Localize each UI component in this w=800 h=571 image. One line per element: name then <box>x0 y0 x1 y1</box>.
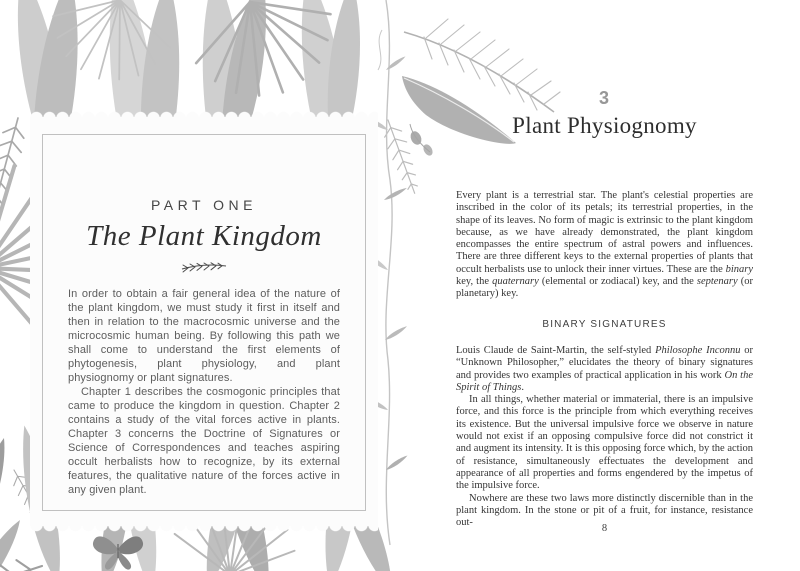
part-kicker: PART ONE <box>150 197 258 213</box>
part-title: The Plant Kingdom <box>86 220 322 252</box>
philosophe-inconnu-term: Philosophe Inconnu <box>655 344 741 356</box>
right-page <box>400 0 800 571</box>
chapter-number: 3 <box>598 88 610 108</box>
text-run: or “Unknown Philosopher,” elucidates the theory of binary signatures and provides two examples of practical application in his work <box>456 344 754 381</box>
laurel-sprig-divider-icon <box>180 260 228 274</box>
text-run: . <box>521 381 524 393</box>
part-paragraph-2: Chapter 1 describes the cosmogonic principles that came to produce the kingdom in question. Chapter 2 contains a study of the vital forces active in plants. Chapter 3 concerns the Doctrine of Signatures or Science of Correspondences and teaches aspiring occult herbalists how to recognize, by its external features, the qualitative nature of the forces active in any given plant. <box>68 386 340 496</box>
chapter-title: Plant Physiognomy <box>512 113 697 138</box>
panel-inner-border <box>42 134 366 511</box>
two-laws-paragraph: Nowhere are these two laws more distinctly discernible than in the plant kingdom. In the stone or pit of a fruit, for instance, resistance out- <box>456 492 753 529</box>
text-run: Every plant is a terrestrial star. The plant's celestial properties are inscribed in the color of its petals; its terrestrial properties, in the shape of its leaves. No form of magic is extrinsic to the plant kingdom because, as we have already demonstrated, the plant kingdom encompasses the entire spectrum of astral powers and influences. There are three different keys to the external properties of plants that occult herbalists use to unlock their inner virtues. These are the <box>456 190 753 275</box>
binary-key-term: binary <box>725 263 753 275</box>
chapter-header <box>456 88 753 139</box>
saint-martin-paragraph <box>456 345 753 394</box>
part-divider-panel <box>30 117 378 526</box>
part-paragraph-1: In order to obtain a fair general idea of the nature of the plant kingdom, we must study it first in itself and then in relation to the macrocosmic universe and the microcosmic human being. By following this path we shall come to understand the first elements of phytogenesis, plant physiology, and plant physiognomy or plant signatures. <box>68 288 340 384</box>
impulsive-force-paragraph: In all things, whether material or immaterial, there is an impulsive force, and this force is the principle from which everything receives its existence. But the universal impulsive force we observe in nature would not exist if an opposing compulsive force did not constrict it and augment its intensity. It is this opposing force which, by the action of resistance, simultaneously effectuates the development and appearance of all properties and forms engendered by the impetus of the impulsive force. <box>456 394 753 492</box>
part-intro-text <box>68 287 340 497</box>
page-number: 8 <box>601 523 608 534</box>
text-run: (or planetary) key. <box>456 276 753 300</box>
book-title-term: On the Spirit of Things <box>456 369 753 393</box>
text-run: key, the <box>456 276 493 288</box>
text-run: Louis Claude de Saint-Martin, the self-styled <box>456 344 656 356</box>
text-run: (elemental or zodiacal) key, and the <box>538 276 697 288</box>
intro-paragraph <box>456 190 753 301</box>
quaternary-key-term: quaternary <box>492 276 539 288</box>
section-heading: BINARY SIGNATURES <box>542 318 667 330</box>
septenary-key-term: septenary <box>696 276 738 288</box>
chapter-body <box>456 190 753 529</box>
